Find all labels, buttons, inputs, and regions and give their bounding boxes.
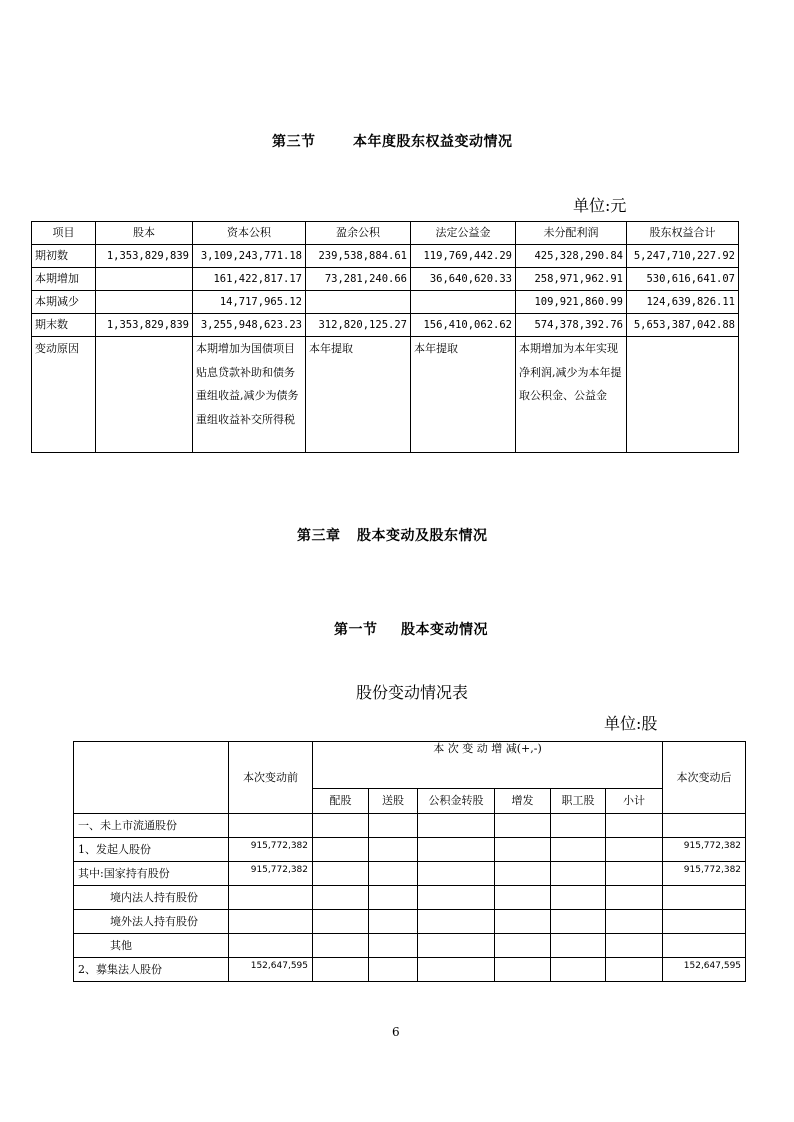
before-cell <box>229 886 313 910</box>
row-label: 其中:国家持有股份 <box>74 862 229 886</box>
table-cell: 14,717,965.12 <box>193 291 306 314</box>
section-title: 本年度股东权益变动情况 <box>353 134 513 150</box>
row-label: 境外法人持有股份 <box>74 910 229 934</box>
header-cell: 项目 <box>32 222 96 245</box>
table-row <box>32 314 739 337</box>
table-cell: 124,639,826.11 <box>627 291 739 314</box>
table-cell: 109,921,860.99 <box>516 291 627 314</box>
header-blank <box>74 742 229 814</box>
before-cell <box>229 910 313 934</box>
header-after: 本次变动后 <box>663 742 746 814</box>
before-cell <box>229 934 313 958</box>
chapter-label: 第三章 <box>297 528 341 544</box>
section-label: 第三节 <box>272 134 316 150</box>
row-label: 本期增加 <box>32 268 96 291</box>
unit-label: 单位:股 <box>604 714 658 733</box>
table-cell: 5,247,710,227.92 <box>627 245 739 268</box>
table-cell: 530,616,641.07 <box>627 268 739 291</box>
table-cell: 1,353,829,839 <box>96 314 193 337</box>
equity-change-table <box>31 221 739 453</box>
table-cell: 本年提取 <box>306 337 411 453</box>
row-label: 变动原因 <box>32 337 96 453</box>
table-cell: 258,971,962.91 <box>516 268 627 291</box>
table-header-row <box>32 222 739 245</box>
row-label: 其他 <box>74 934 229 958</box>
header-cell: 股本 <box>96 222 193 245</box>
page-number: 6 <box>392 1025 400 1039</box>
table-cell: 36,640,620.33 <box>411 268 516 291</box>
before-cell: 915,772,382 <box>229 838 313 862</box>
subheader-cell: 小计 <box>606 788 663 813</box>
table-row <box>32 245 739 268</box>
table-cell: 5,653,387,042.88 <box>627 314 739 337</box>
subheader-cell: 职工股 <box>551 788 606 813</box>
unit-label: 单位:元 <box>573 196 627 215</box>
after-cell: 915,772,382 <box>663 862 746 886</box>
table-cell: 425,328,290.84 <box>516 245 627 268</box>
header-cell: 法定公益金 <box>411 222 516 245</box>
reason-row <box>32 337 739 453</box>
row-label: 境内法人持有股份 <box>74 886 229 910</box>
header-change: 本 次 变 动 增 减(+,-) <box>313 742 663 789</box>
table-row <box>74 838 746 862</box>
table-cell <box>96 337 193 453</box>
subheader-cell: 公积金转股 <box>418 788 495 813</box>
header-cell: 未分配利润 <box>516 222 627 245</box>
after-cell: 915,772,382 <box>663 838 746 862</box>
table-cell: 3,109,243,771.18 <box>193 245 306 268</box>
table-cell <box>96 291 193 314</box>
table-row <box>74 934 746 958</box>
header-cell: 资本公积 <box>193 222 306 245</box>
table-row <box>74 886 746 910</box>
table-row <box>32 291 739 314</box>
section-title: 股本变动情况 <box>401 622 488 638</box>
row-label: 期初数 <box>32 245 96 268</box>
header-cell: 盈余公积 <box>306 222 411 245</box>
subheader-cell: 配股 <box>313 788 369 813</box>
table-cell: 161,422,817.17 <box>193 268 306 291</box>
before-cell: 915,772,382 <box>229 862 313 886</box>
table-cell: 本年提取 <box>411 337 516 453</box>
header-cell: 股东权益合计 <box>627 222 739 245</box>
after-cell <box>663 910 746 934</box>
row-label: 本期减少 <box>32 291 96 314</box>
section-label: 第一节 <box>334 622 378 638</box>
after-cell: 152,647,595 <box>663 958 746 982</box>
table-cell: 574,378,392.76 <box>516 314 627 337</box>
table-row <box>74 910 746 934</box>
header-before: 本次变动前 <box>229 742 313 814</box>
table-cell <box>306 291 411 314</box>
chapter-title: 股本变动及股东情况 <box>357 528 488 544</box>
before-cell: 152,647,595 <box>229 958 313 982</box>
table-cell: 本期增加为国债项目贴息贷款补助和债务重组收益,减少为债务重组收益补交所得税 <box>193 337 306 453</box>
row-label: 一、未上市流通股份 <box>74 814 229 838</box>
table-cell: 156,410,062.62 <box>411 314 516 337</box>
after-cell <box>663 814 746 838</box>
table-cell: 73,281,240.66 <box>306 268 411 291</box>
table-row <box>74 814 746 838</box>
table-header-row <box>74 742 746 789</box>
table-cell: 本期增加为本年实现净利润,减少为本年提取公积金、公益金 <box>516 337 627 453</box>
row-label: 期末数 <box>32 314 96 337</box>
subheader-cell: 送股 <box>369 788 418 813</box>
table-caption: 股份变动情况表 <box>356 683 469 702</box>
table-row <box>32 268 739 291</box>
after-cell <box>663 886 746 910</box>
before-cell <box>229 814 313 838</box>
table-cell <box>96 268 193 291</box>
row-label: 1、发起人股份 <box>74 838 229 862</box>
table-cell: 239,538,884.61 <box>306 245 411 268</box>
after-cell <box>663 934 746 958</box>
table-row <box>74 862 746 886</box>
table-cell: 312,820,125.27 <box>306 314 411 337</box>
subheader-cell: 增发 <box>495 788 551 813</box>
table-cell <box>627 337 739 453</box>
table-cell <box>411 291 516 314</box>
table-cell: 119,769,442.29 <box>411 245 516 268</box>
share-change-table <box>73 741 746 982</box>
row-label: 2、募集法人股份 <box>74 958 229 982</box>
table-cell: 3,255,948,623.23 <box>193 314 306 337</box>
table-cell: 1,353,829,839 <box>96 245 193 268</box>
table-row <box>74 958 746 982</box>
